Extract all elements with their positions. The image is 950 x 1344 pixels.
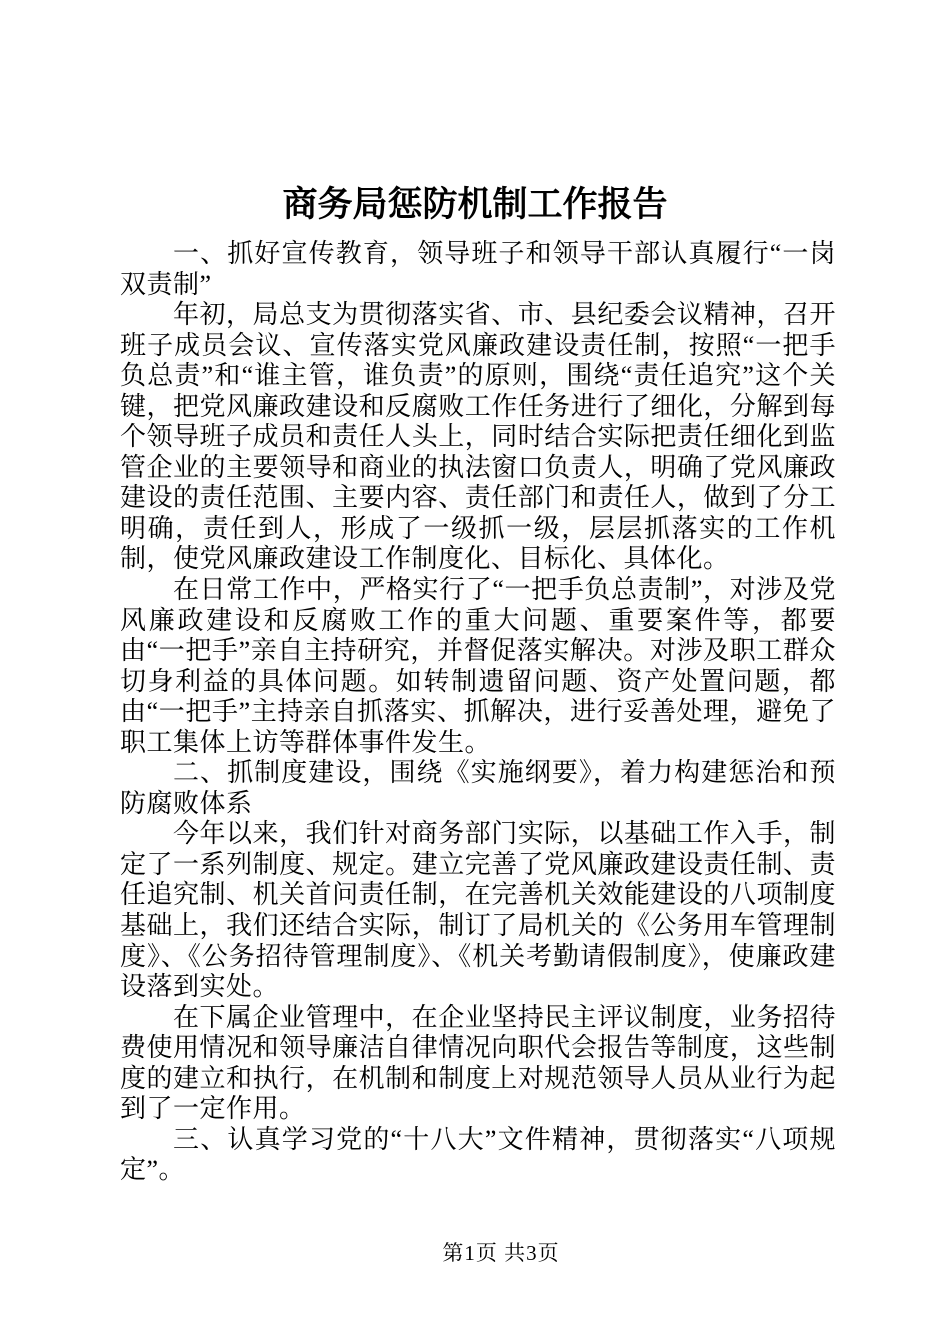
body-paragraph-1: 年初，局总支为贯彻落实省、市、县纪委会议精神，召开班子成员会议、宣传落实党风廉政建设责任制，按照“一把手负总责”和“谁主管，谁负责”的原则，围绕“责任追究”这个关键，把党风廉政建设和反腐败工作任务进行了细化，分解到每个领导班子成员和责任人头上，同时结合实际把责任细化到监管企业的主要领导和商业的执法窗口负责人，明确了党风廉政建设的责任范围、主要内容、责任部门和责任人，做到了分工明确，责任到人，形成了一级抓一级，层层抓落实的工作机制，使党风廉政建设工作制度化、目标化、具体化。: [120, 300, 836, 574]
document-body: [120, 239, 836, 1186]
section-heading-2: 二、抓制度建设，围绕《实施纲要》，着力构建惩治和预防腐败体系: [120, 758, 836, 818]
section-heading-3: 三、认真学习党的“十八大”文件精神，贯彻落实“八项规定”。: [120, 1124, 836, 1185]
document-title: 商务局惩防机制工作报告: [282, 185, 668, 224]
page-footer: [0, 1240, 950, 1266]
body-paragraph-3: 今年以来，我们针对商务部门实际，以基础工作入手，制定了一系列制度、规定。建立完善了党风廉政建设责任制、责任追究制、机关首问责任制，在完善机关效能建设的八项制度基础上，我们还结合实际，制订了局机关的《公务用车管理制度》、《公务招待管理制度》、《机关考勤请假制度》，使廉政建设落到实处。: [120, 819, 836, 1002]
page-number-indicator: 第1页 共3页: [442, 1241, 560, 1265]
body-paragraph-4: 在下属企业管理中，在企业坚持民主评议制度，业务招待费使用情况和领导廉洁自律情况向职代会报告等制度，这些制度的建立和执行，在机制和制度上对规范领导人员从业行为起到了一定作用。: [120, 1002, 836, 1124]
body-paragraph-2: 在日常工作中，严格实行了“一把手负总责制”，对涉及党风廉政建设和反腐败工作的重大问题、重要案件等，都要由“一把手”亲自主持研究，并督促落实解决。对涉及职工群众切身利益的具体问题。如转制遗留问题、资产处置问题，都由“一把手”主持亲自抓落实、抓解决，进行妥善处理，避免了职工集体上访等群体事件发生。: [120, 575, 836, 757]
section-heading-1: 一、抓好宣传教育，领导班子和领导干部认真履行“一岗双责制”: [120, 239, 836, 299]
